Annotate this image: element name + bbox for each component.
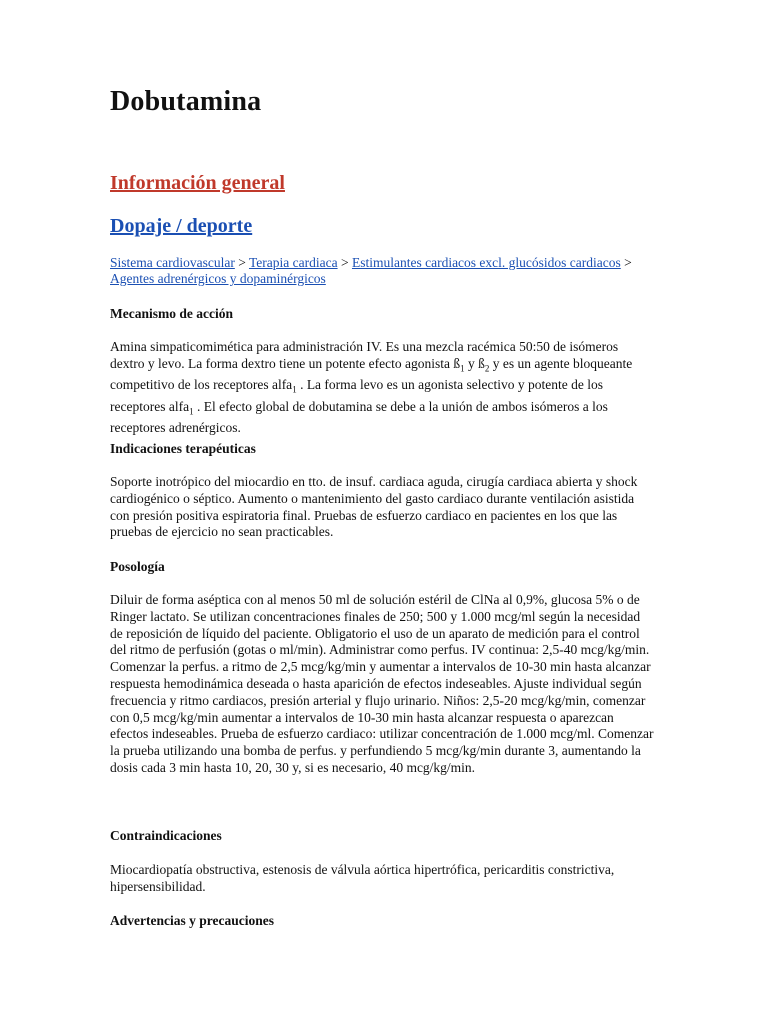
section-title-mecanismo: Mecanismo de acción [110,306,233,321]
breadcrumb-separator: > [624,255,632,270]
section-body-posologia: Diluir de forma aséptica con al menos 50 ml de solución estéril de ClNa al 0,9%, glucosa 5% o de Ringer lactato. Se utilizan concentraciones finales de 250; 500 y 1.000 mcg/ml según la necesidad de reposición de líquido del paciente. Obligatorio el uso de un aparato de medición para el control del ritmo de perfusión (gotas o ml/min). Administrar como perfus. IV continua: 2,5-40 mcg/kg/min. Comenzar la perfus. a ritmo de 2,5 mcg/kg/min y aumentar a intervalos de 10-30 min hasta alcanzar respuesta hemodinámica deseada o hasta aparición de efectos indeseables. Ajuste individual según frecuencia y ritmo cardiacos, presión arterial y flujo urinario. Niños: 2,5-20 mcg/kg/min, comenzar con 0,5 mcg/kg/min aumentar a intervalos de 10-30 min hasta alcanzar respuesta o aparezcan efectos indeseables. Prueba de esfuerzo cardiaco: utilizar concentración de 1.000 mcg/ml. Comenzar la prueba utilizando una bomba de perfus. y perfundiendo 5 mcg/kg/min durante 3, aumentando la dosis cada 3 min hasta 10, 20, 30 y, si es necesario, 40 mcg/kg/min. [110,592,654,775]
info-general-link[interactable]: Información general [110,172,285,194]
section-title-indicaciones: Indicaciones terapéuticas [110,441,256,456]
section-title-advertencias: Advertencias y precauciones [110,913,274,928]
text-run: . El efecto global de dobutamina se debe a la unión de ambos isómeros a los receptores adrenérgicos. [110,398,608,436]
dopaje-link[interactable]: Dopaje / deporte [110,215,253,237]
breadcrumb-item-sistema-cardiovascular[interactable]: Sistema cardiovascular [110,255,235,270]
breadcrumb [110,255,670,287]
section-body-mecanismo [110,339,655,437]
breadcrumb-item-estimulantes-cardiacos[interactable]: Estimulantes cardiacos excl. glucósidos cardiacos [351,255,621,270]
text-run: Amina simpaticomimética para administración IV. Es una mezcla racémica 50:50 de isómeros dextro y levo. La forma dextro tiene un potente efecto agonista ß [110,339,619,371]
breadcrumb-separator: > [340,255,349,270]
subscript: 2 [484,363,490,374]
section-title-contraindicaciones: Contraindicaciones [110,828,222,843]
subscript: 1 [292,384,297,395]
text-run: y ß [464,355,485,371]
section-body-contraindicaciones: Miocardiopatía obstructiva, estenosis de válvula aórtica hipertrófica, pericarditis constrictiva, hipersensibilidad. [110,862,615,894]
section-body-indicaciones: Soporte inotrópico del miocardio en tto. de insuf. cardiaca aguda, cirugía cardiaca abierta y shock cardiogénico o séptico. Aumento o mantenimiento del gasto cardiaco durante ventilación asistida con presión positiva espiratoria final. Pruebas de esfuerzo cardiaco en pacientes en los que las pruebas de ejercicio no sean practicables. [110,474,638,540]
section-title-posologia: Posología [110,559,165,574]
page-title: Dobutamina [110,86,262,117]
text-run: y es un agente bloqueante competitivo de los receptores alfa [110,355,633,393]
breadcrumb-item-agentes-adrenergicos[interactable]: Agentes adrenérgicos y dopaminérgicos [110,271,326,286]
subscript: 1 [460,363,465,374]
text-run: . La forma levo es un agonista selectivo y potente de los receptores alfa [110,377,603,414]
subscript: 1 [189,406,194,417]
breadcrumb-separator: > [238,255,246,270]
breadcrumb-item-terapia-cardiaca[interactable]: Terapia cardiaca [248,255,338,270]
